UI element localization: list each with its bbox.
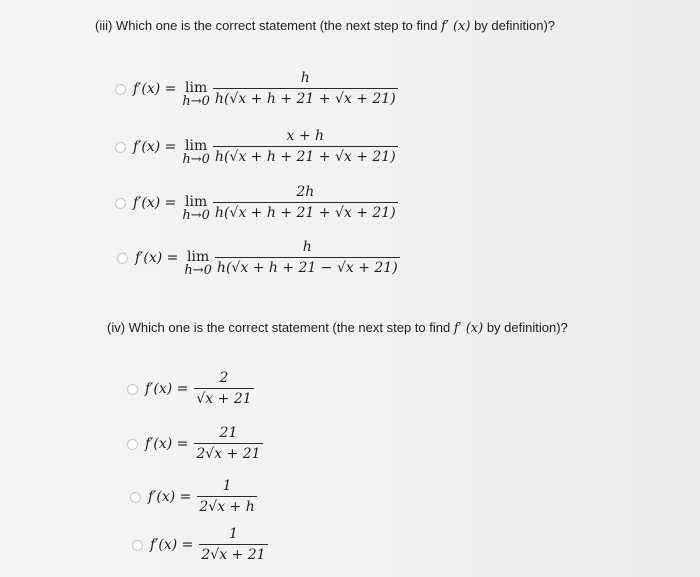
q4-option-2-radio[interactable] — [127, 439, 138, 450]
q3-option-3-limit — [182, 195, 210, 223]
q4-option-3[interactable] — [130, 478, 257, 516]
q3-option-4-denominator: h(√x + h + 21 − √x + 21) — [215, 257, 400, 277]
q3-option-3-lim-sub: h→0 — [182, 208, 210, 223]
q3-option-4-numerator: h — [302, 239, 312, 255]
q4-option-4-numerator: 1 — [229, 526, 238, 542]
q3-option-1-numerator: h — [300, 70, 310, 86]
q3-option-2-lim: lim — [185, 138, 208, 154]
q3-option-1-fraction — [213, 70, 398, 108]
q3-option-1-radio[interactable] — [115, 84, 126, 95]
q3-option-2-radio[interactable] — [115, 142, 126, 153]
q4-option-4-lhs: f′(x) = — [150, 537, 194, 553]
q3-option-1-denominator: h(√x + h + 21 + √x + 21) — [213, 88, 398, 108]
q3-option-2-denominator: h(√x + h + 21 + √x + 21) — [213, 146, 398, 166]
question-iv-text-after: by definition)? — [483, 320, 568, 335]
q3-option-4[interactable] — [117, 239, 400, 277]
question-iii-text-before: (iii) Which one is the correct statement (the next step to find — [95, 18, 442, 33]
q3-option-3-lhs: f′(x) = — [133, 195, 177, 211]
q4-option-2[interactable] — [127, 425, 263, 463]
q4-option-1-lhs: f′(x) = — [145, 381, 189, 397]
q4-option-3-lhs: f′(x) = — [148, 489, 192, 505]
question-iii-fprime: f′ (x) — [441, 19, 471, 34]
question-iv-prompt — [107, 320, 568, 336]
q4-option-4-fraction — [199, 526, 267, 564]
q4-option-2-lhs: f′(x) = — [145, 436, 189, 452]
q4-option-1[interactable] — [127, 370, 254, 408]
q4-option-1-denominator: √x + 21 — [194, 388, 253, 408]
q3-option-2[interactable] — [115, 128, 398, 166]
q3-option-4-lim-sub: h→0 — [184, 263, 212, 278]
q4-option-2-numerator: 21 — [219, 425, 238, 441]
q3-option-1[interactable] — [115, 70, 398, 108]
q3-option-2-numerator: x + h — [286, 128, 325, 144]
q3-option-3-radio[interactable] — [115, 198, 126, 209]
question-iii-prompt — [95, 18, 555, 34]
q4-option-3-numerator: 1 — [222, 478, 232, 494]
q3-option-1-limit — [182, 81, 210, 109]
q3-option-1-lhs: f′(x) = — [133, 81, 177, 97]
q3-option-4-lim: lim — [187, 249, 210, 265]
q4-option-3-fraction — [197, 478, 256, 516]
question-iii-text-after: by definition)? — [470, 18, 556, 33]
q3-option-3-lim: lim — [185, 194, 208, 210]
q4-option-2-fraction — [194, 425, 262, 463]
q3-option-3-numerator: 2h — [296, 184, 315, 200]
question-iv-text-before: (iv) Which one is the correct statement (the next step to find — [107, 320, 454, 335]
q4-option-1-numerator: 2 — [219, 370, 229, 386]
q4-option-4-radio[interactable] — [132, 540, 143, 551]
q4-option-3-radio[interactable] — [130, 492, 141, 503]
q4-option-3-denominator: 2√x + h — [197, 496, 256, 516]
q3-option-4-radio[interactable] — [117, 253, 128, 264]
q3-option-2-limit — [182, 139, 210, 167]
q3-option-3-denominator: h(√x + h + 21 + √x + 21) — [213, 202, 398, 222]
q3-option-2-lim-sub: h→0 — [182, 152, 210, 167]
q3-option-1-lim-sub: h→0 — [182, 94, 210, 109]
q4-option-2-denominator: 2√x + 21 — [194, 443, 262, 463]
q4-option-4[interactable] — [132, 526, 268, 564]
q3-option-2-fraction — [213, 128, 398, 166]
q4-option-4-denominator: 2√x + 21 — [199, 544, 267, 564]
q3-option-4-limit — [184, 250, 212, 278]
q3-option-2-lhs: f′(x) = — [133, 139, 177, 155]
q3-option-3-fraction — [213, 184, 398, 222]
q3-option-4-fraction — [215, 239, 400, 277]
q4-option-1-fraction — [194, 370, 253, 408]
q3-option-1-lim: lim — [185, 80, 208, 96]
question-iv-fprime: f′ (x) — [453, 321, 484, 336]
q3-option-4-lhs: f′(x) = — [135, 250, 179, 266]
q3-option-3[interactable] — [115, 184, 398, 222]
q4-option-1-radio[interactable] — [127, 384, 138, 395]
